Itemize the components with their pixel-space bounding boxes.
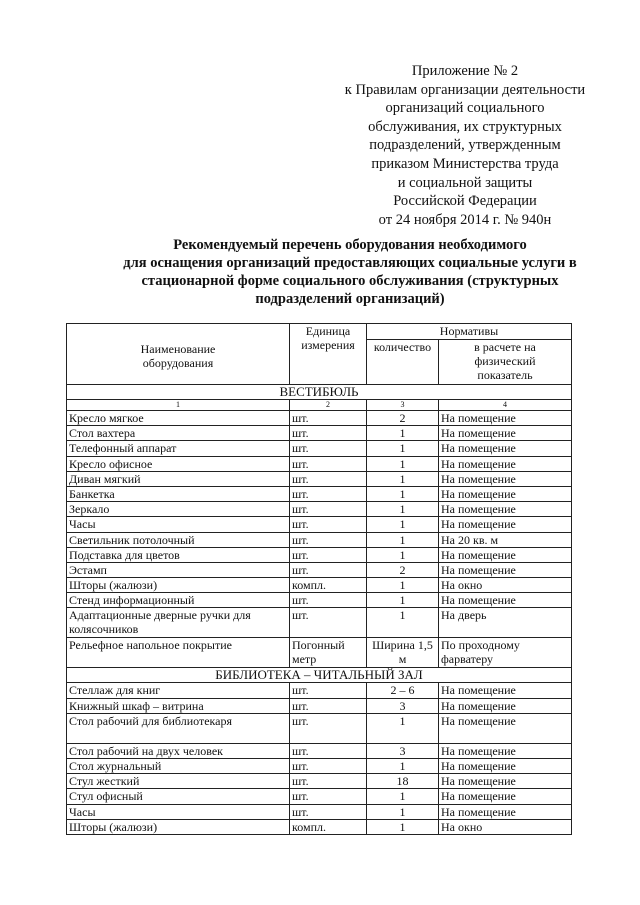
cell-unit: компл. — [290, 819, 367, 834]
header-norms: Нормативы — [367, 324, 572, 340]
cell-unit: шт. — [290, 456, 367, 471]
cell-qty: 18 — [367, 774, 439, 789]
cell-name: Рельефное напольное покрытие — [67, 638, 290, 668]
appendix-line: приказом Министерства труда — [371, 155, 559, 172]
cell-unit: шт. — [290, 411, 367, 426]
cell-unit: шт. — [290, 593, 367, 608]
cell-qty: 1 — [367, 593, 439, 608]
cell-qty: 3 — [367, 743, 439, 758]
cell-name: Подставка для цветов — [67, 547, 290, 562]
cell-qty: 1 — [367, 426, 439, 441]
title-line: для оснащения организаций предоставляющих социальные услуги в — [123, 255, 577, 271]
header-qty: количество — [367, 340, 439, 385]
cell-unit: шт. — [290, 698, 367, 713]
table-row — [67, 532, 572, 547]
cell-per: На помещение — [439, 517, 572, 532]
cell-per: На помещение — [439, 456, 572, 471]
header-per: в расчете на физический показатель — [439, 340, 572, 385]
cell-qty: Ширина 1,5 м — [367, 638, 439, 668]
appendix-line: Приложение № 2 — [411, 63, 519, 79]
cell-per: На помещение — [439, 698, 572, 713]
table-row — [67, 774, 572, 789]
cell-unit: шт. — [290, 441, 367, 456]
table-row — [67, 562, 572, 577]
cell-unit: шт. — [290, 743, 367, 758]
cell-qty: 2 — [367, 411, 439, 426]
cell-unit: шт. — [290, 789, 367, 804]
cell-unit: шт. — [290, 759, 367, 774]
cell-name: Адаптационные дверные ручки для колясочников — [67, 608, 290, 638]
title-line: подразделений организаций) — [255, 291, 445, 307]
table-row — [67, 578, 572, 593]
column-number: 1 — [67, 400, 290, 411]
table-row — [67, 441, 572, 456]
cell-unit: шт. — [290, 713, 367, 743]
cell-name: Телефонный аппарат — [67, 441, 290, 456]
cell-per: На помещение — [439, 441, 572, 456]
cell-unit: шт. — [290, 532, 367, 547]
cell-qty: 2 – 6 — [367, 683, 439, 698]
cell-qty: 3 — [367, 698, 439, 713]
cell-per: На окно — [439, 819, 572, 834]
cell-per: На помещение — [439, 471, 572, 486]
table-row — [67, 713, 572, 743]
table-row — [67, 804, 572, 819]
appendix-line: обслуживания, их структурных — [368, 118, 562, 135]
cell-per: На помещение — [439, 804, 572, 819]
cell-name: Кресло мягкое — [67, 411, 290, 426]
cell-qty: 1 — [367, 441, 439, 456]
cell-qty: 2 — [367, 562, 439, 577]
table-row — [67, 759, 572, 774]
section-title: БИБЛИОТЕКА – ЧИТАЛЬНЫЙ ЗАЛ — [67, 668, 572, 683]
cell-qty: 1 — [367, 608, 439, 638]
title-line: стационарной форме социального обслуживания (структурных — [141, 273, 559, 289]
cell-per: На помещение — [439, 774, 572, 789]
table-row — [67, 819, 572, 834]
title-line: Рекомендуемый перечень оборудования необходимого — [173, 237, 527, 253]
cell-name: Стол рабочий для библиотекаря — [67, 713, 290, 743]
cell-per: На помещение — [439, 789, 572, 804]
cell-qty: 1 — [367, 532, 439, 547]
cell-qty: 1 — [367, 789, 439, 804]
column-number: 4 — [439, 400, 572, 411]
cell-name: Зеркало — [67, 502, 290, 517]
cell-unit: шт. — [290, 774, 367, 789]
cell-name: Шторы (жалюзи) — [67, 819, 290, 834]
cell-name: Стул жесткий — [67, 774, 290, 789]
cell-per: На помещение — [439, 411, 572, 426]
cell-name: Стул офисный — [67, 789, 290, 804]
cell-unit: шт. — [290, 804, 367, 819]
cell-qty: 1 — [367, 804, 439, 819]
section-title: ВЕСТИБЮЛЬ — [67, 385, 572, 400]
cell-name: Стенд информационный — [67, 593, 290, 608]
cell-qty: 1 — [367, 547, 439, 562]
table-row — [67, 547, 572, 562]
cell-unit: шт. — [290, 486, 367, 501]
cell-per: На помещение — [439, 759, 572, 774]
table-row — [67, 456, 572, 471]
appendix-line: к Правилам организации деятельности — [344, 81, 586, 98]
cell-name: Часы — [67, 517, 290, 532]
cell-name: Стол рабочий на двух человек — [67, 743, 290, 758]
table-row — [67, 517, 572, 532]
appendix-line: и социальной защиты — [397, 174, 533, 191]
appendix-line: от 24 ноября 2014 г. № 940н — [378, 211, 552, 228]
cell-per: По проходному фарватеру — [439, 638, 572, 668]
cell-qty: 1 — [367, 456, 439, 471]
appendix-block — [330, 62, 600, 229]
cell-name: Стол журнальный — [67, 759, 290, 774]
column-number-row — [67, 400, 572, 411]
table-row — [67, 502, 572, 517]
cell-per: На помещение — [439, 502, 572, 517]
cell-per: На помещение — [439, 713, 572, 743]
document-title — [100, 236, 600, 308]
cell-per: На помещение — [439, 593, 572, 608]
table-row — [67, 426, 572, 441]
table-row — [67, 471, 572, 486]
header-row — [67, 324, 572, 340]
cell-qty: 1 — [367, 502, 439, 517]
cell-qty: 1 — [367, 759, 439, 774]
cell-qty: 1 — [367, 486, 439, 501]
cell-qty: 1 — [367, 819, 439, 834]
cell-unit: компл. — [290, 578, 367, 593]
cell-name: Светильник потолочный — [67, 532, 290, 547]
table-row — [67, 789, 572, 804]
table-row — [67, 743, 572, 758]
header-name: Наименование оборудования — [67, 324, 290, 385]
table-row — [67, 608, 572, 638]
cell-name: Эстамп — [67, 562, 290, 577]
cell-per: На помещение — [439, 426, 572, 441]
cell-per: На помещение — [439, 743, 572, 758]
table-row — [67, 698, 572, 713]
cell-per: На дверь — [439, 608, 572, 638]
cell-name: Диван мягкий — [67, 471, 290, 486]
cell-name: Банкетка — [67, 486, 290, 501]
table-row — [67, 411, 572, 426]
cell-qty: 1 — [367, 471, 439, 486]
cell-per: На помещение — [439, 486, 572, 501]
appendix-line: организаций социального — [385, 100, 545, 117]
cell-per: На окно — [439, 578, 572, 593]
column-number: 3 — [367, 400, 439, 411]
table-row — [67, 486, 572, 501]
cell-per: На помещение — [439, 562, 572, 577]
cell-per: На помещение — [439, 547, 572, 562]
cell-qty: 1 — [367, 578, 439, 593]
cell-name: Стеллаж для книг — [67, 683, 290, 698]
cell-unit: шт. — [290, 426, 367, 441]
cell-name: Книжный шкаф – витрина — [67, 698, 290, 713]
cell-unit: шт. — [290, 502, 367, 517]
cell-name: Часы — [67, 804, 290, 819]
column-number: 2 — [290, 400, 367, 411]
table-row — [67, 593, 572, 608]
cell-unit: шт. — [290, 471, 367, 486]
table-body — [67, 385, 572, 835]
cell-per: На 20 кв. м — [439, 532, 572, 547]
header-unit: Единица измерения — [290, 324, 367, 385]
cell-unit: шт. — [290, 683, 367, 698]
cell-name: Стол вахтера — [67, 426, 290, 441]
cell-qty: 1 — [367, 713, 439, 743]
appendix-line: подразделений, утвержденным — [369, 137, 561, 154]
cell-unit: шт. — [290, 562, 367, 577]
cell-qty: 1 — [367, 517, 439, 532]
cell-name: Кресло офисное — [67, 456, 290, 471]
cell-unit: Погонный метр — [290, 638, 367, 668]
table-row — [67, 683, 572, 698]
cell-name: Шторы (жалюзи) — [67, 578, 290, 593]
cell-unit: шт. — [290, 547, 367, 562]
section-row — [67, 385, 572, 400]
equipment-table — [66, 323, 572, 835]
cell-per: На помещение — [439, 683, 572, 698]
appendix-line: Российской Федерации — [393, 193, 537, 210]
cell-unit: шт. — [290, 517, 367, 532]
section-row — [67, 668, 572, 683]
table-row — [67, 638, 572, 668]
cell-unit: шт. — [290, 608, 367, 638]
